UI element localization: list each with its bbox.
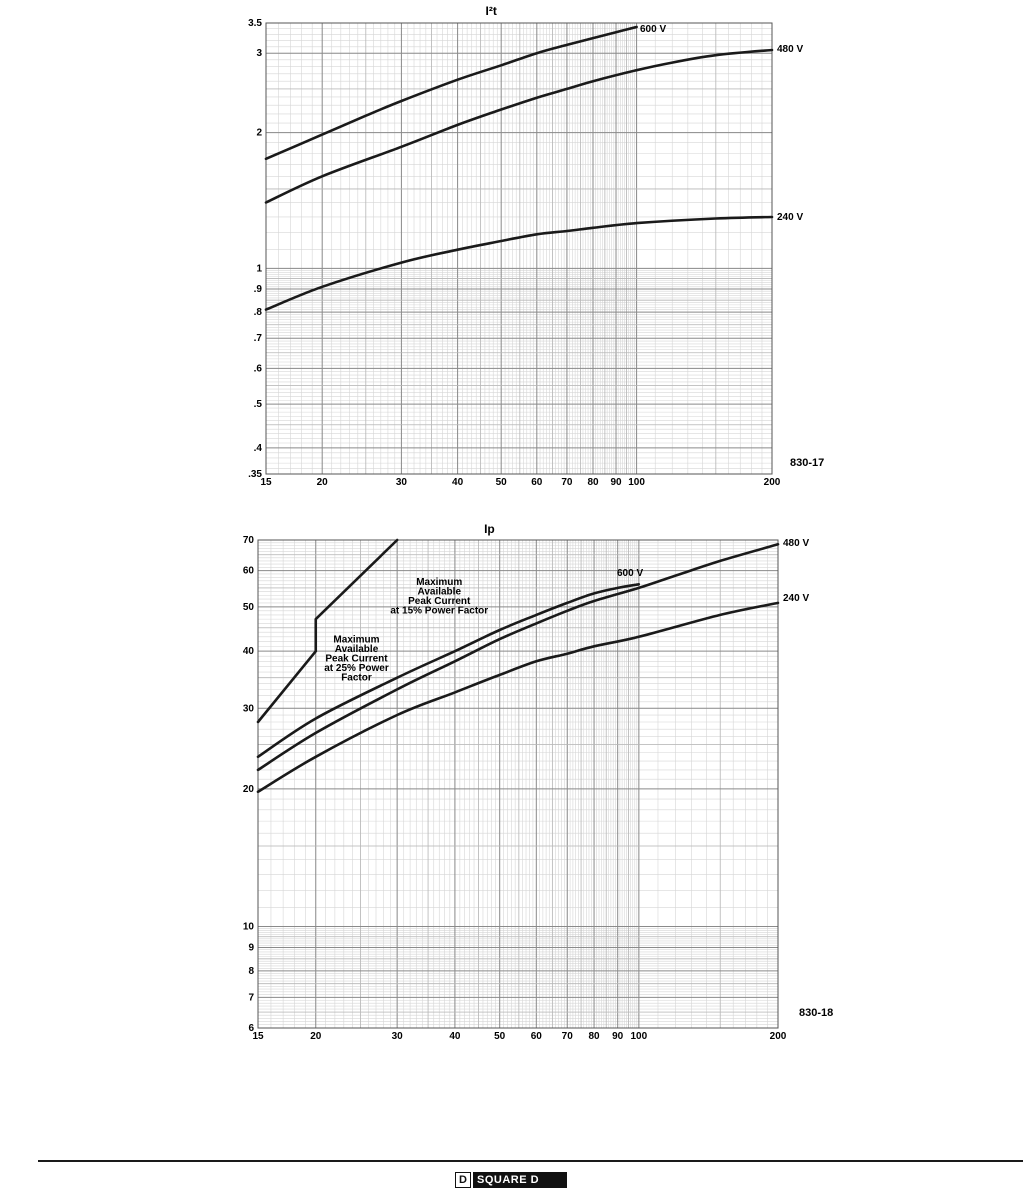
series-label: 240 V <box>777 212 804 223</box>
annotation-line: Peak Current <box>325 653 388 665</box>
x-tick-label: 100 <box>630 1031 648 1042</box>
y-tick-label: .6 <box>253 363 262 375</box>
y-tick-label: 2 <box>256 127 262 139</box>
x-tick-label: 60 <box>530 1031 542 1042</box>
annotation-line: at 25% Power <box>324 662 389 674</box>
series-label: 480 V <box>783 538 810 549</box>
chart-2 <box>243 522 833 1042</box>
chart-title: Ip <box>484 522 495 536</box>
logo-d-box: D <box>455 1172 471 1188</box>
y-tick-label: .4 <box>253 442 262 454</box>
y-tick-label: 20 <box>242 783 254 795</box>
y-tick-label: 7 <box>248 992 254 1004</box>
figure-id: 830-17 <box>790 457 825 469</box>
y-tick-label: .8 <box>253 307 262 319</box>
series-label: 240 V <box>783 593 810 604</box>
x-tick-label: 80 <box>587 477 599 488</box>
x-tick-label: 80 <box>588 1031 600 1042</box>
annotation-line: Maximum <box>333 634 380 646</box>
x-tick-label: 15 <box>260 477 272 488</box>
y-tick-label: 8 <box>248 965 254 977</box>
x-tick-label: 40 <box>452 477 464 488</box>
y-tick-label: 50 <box>242 601 254 613</box>
x-tick-label: 60 <box>531 477 543 488</box>
chart-1 <box>248 4 824 488</box>
y-tick-label: 3.5 <box>248 18 262 29</box>
x-tick-label: 15 <box>252 1031 264 1042</box>
x-tick-label: 40 <box>449 1031 461 1042</box>
x-tick-label: 50 <box>495 477 507 488</box>
y-tick-label: 30 <box>242 703 254 715</box>
series-label: 600 V <box>617 568 644 579</box>
annotation-line: Maximum <box>416 576 463 588</box>
x-tick-label: 90 <box>610 477 622 488</box>
y-tick-label: 70 <box>242 535 254 546</box>
x-tick-label: 200 <box>763 477 781 488</box>
y-tick-label: .9 <box>253 284 262 296</box>
series-label: 600 V <box>640 24 667 35</box>
y-tick-label: 60 <box>242 565 254 577</box>
annotation-line: Peak Current <box>408 595 471 607</box>
y-tick-label: .7 <box>253 333 262 345</box>
annotation-line: at 15% Power Factor <box>390 605 489 617</box>
x-tick-label: 50 <box>494 1031 506 1042</box>
y-tick-label: .5 <box>253 399 262 411</box>
x-tick-label: 30 <box>395 477 407 488</box>
annotation-line: Available <box>334 643 379 655</box>
series-line-maximum-available-peak-current-at-25-power-factor <box>258 651 316 722</box>
annotation-line: Factor <box>341 672 372 684</box>
logo-text: SQUARE D <box>473 1172 567 1188</box>
chart-title: I²t <box>485 4 497 18</box>
y-tick-label: 10 <box>242 921 254 933</box>
series-label: 480 V <box>777 44 804 55</box>
x-tick-label: 20 <box>316 477 328 488</box>
y-tick-label: 3 <box>256 48 262 60</box>
y-tick-label: 9 <box>248 942 254 954</box>
grid <box>258 540 778 1028</box>
x-tick-label: 70 <box>561 1031 573 1042</box>
x-tick-label: 70 <box>561 477 573 488</box>
y-tick-label: 40 <box>242 646 254 658</box>
annotation <box>324 634 389 683</box>
plot-frame <box>258 540 778 1028</box>
y-tick-label: 6 <box>248 1023 254 1034</box>
x-tick-label: 90 <box>612 1031 624 1042</box>
x-tick-label: 20 <box>310 1031 322 1042</box>
footer-rule <box>38 1160 1023 1162</box>
y-tick-label: .35 <box>248 469 262 480</box>
y-tick-label: 1 <box>256 263 262 275</box>
plot-frame <box>266 23 772 474</box>
figure-id: 830-18 <box>799 1007 834 1019</box>
annotation-line: Available <box>417 586 462 598</box>
x-tick-label: 30 <box>391 1031 403 1042</box>
square-d-logo <box>455 1172 567 1188</box>
annotation <box>390 577 488 617</box>
x-tick-label: 200 <box>769 1031 787 1042</box>
x-tick-label: 100 <box>628 477 645 488</box>
grid <box>266 23 772 474</box>
